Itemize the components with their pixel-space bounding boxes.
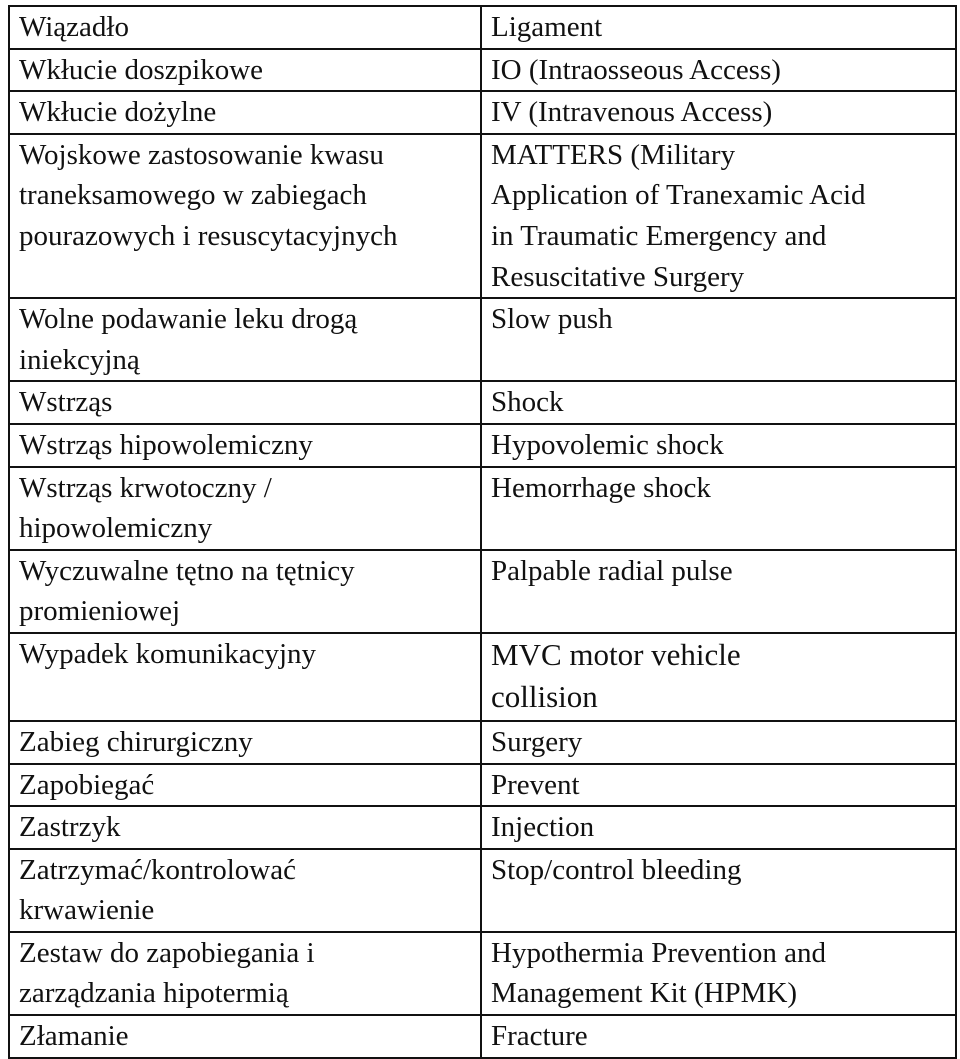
table-row bbox=[9, 91, 956, 134]
table-row bbox=[9, 932, 956, 1015]
english-term: Shock bbox=[481, 381, 956, 424]
polish-term: Wkłucie doszpikowe bbox=[9, 49, 481, 92]
polish-term: Wolne podawanie leku drogą iniekcyjną bbox=[9, 298, 481, 381]
polish-term: Wkłucie dożylne bbox=[9, 91, 481, 134]
english-term: MVC motor vehicle collision bbox=[481, 633, 956, 721]
polish-term: Zabieg chirurgiczny bbox=[9, 721, 481, 764]
english-term: Injection bbox=[481, 806, 956, 849]
table-row bbox=[9, 467, 956, 550]
table-row bbox=[9, 1015, 956, 1058]
polish-term: Wstrząs bbox=[9, 381, 481, 424]
english-term: Palpable radial pulse bbox=[481, 550, 956, 633]
polish-term: Wypadek komunikacyjny bbox=[9, 633, 481, 721]
english-term: MATTERS (Military Application of Tranexamic Acid in Traumatic Emergency and Resuscitative Surgery bbox=[481, 134, 956, 298]
polish-term: Wiązadło bbox=[9, 6, 481, 49]
table-row bbox=[9, 806, 956, 849]
english-term: Hypothermia Prevention and Management Kit (HPMK) bbox=[481, 932, 956, 1015]
table-row bbox=[9, 134, 956, 298]
english-term: Hemorrhage shock bbox=[481, 467, 956, 550]
english-term: IV (Intravenous Access) bbox=[481, 91, 956, 134]
english-term: Ligament bbox=[481, 6, 956, 49]
polish-term: Zastrzyk bbox=[9, 806, 481, 849]
polish-term: Zestaw do zapobiegania i zarządzania hipotermią bbox=[9, 932, 481, 1015]
table-row bbox=[9, 381, 956, 424]
english-term: IO (Intraosseous Access) bbox=[481, 49, 956, 92]
english-term: Surgery bbox=[481, 721, 956, 764]
polish-term: Zatrzymać/kontrolować krwawienie bbox=[9, 849, 481, 932]
polish-term: Wojskowe zastosowanie kwasu traneksamowego w zabiegach pourazowych i resuscytacyjnych bbox=[9, 134, 481, 298]
polish-term: Wyczuwalne tętno na tętnicy promieniowej bbox=[9, 550, 481, 633]
table-row bbox=[9, 6, 956, 49]
english-term: Stop/control bleeding bbox=[481, 849, 956, 932]
table-row bbox=[9, 849, 956, 932]
english-term: Fracture bbox=[481, 1015, 956, 1058]
table-row bbox=[9, 633, 956, 721]
polish-term: Wstrząs hipowolemiczny bbox=[9, 424, 481, 467]
table-row bbox=[9, 424, 956, 467]
table-row bbox=[9, 764, 956, 807]
polish-term: Wstrząs krwotoczny / hipowolemiczny bbox=[9, 467, 481, 550]
english-term: Hypovolemic shock bbox=[481, 424, 956, 467]
english-term: Prevent bbox=[481, 764, 956, 807]
table-row bbox=[9, 49, 956, 92]
glossary-table bbox=[8, 5, 957, 1059]
english-term: Slow push bbox=[481, 298, 956, 381]
polish-term: Zapobiegać bbox=[9, 764, 481, 807]
table-row bbox=[9, 721, 956, 764]
polish-term: Złamanie bbox=[9, 1015, 481, 1058]
table-row bbox=[9, 550, 956, 633]
table-row bbox=[9, 298, 956, 381]
